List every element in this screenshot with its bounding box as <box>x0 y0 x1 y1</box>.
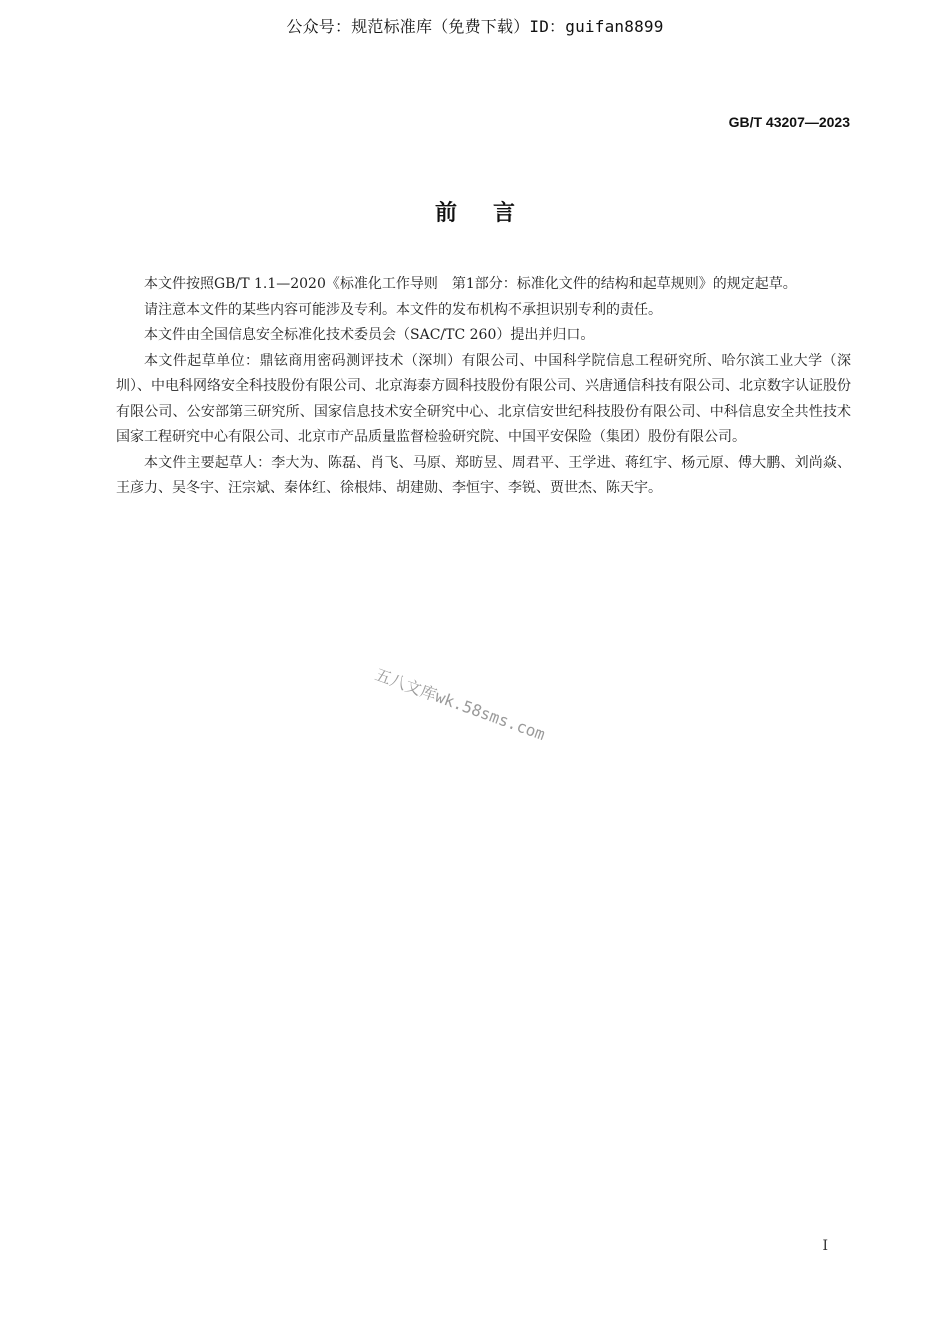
paragraph-patent-notice: 请注意本文件的某些内容可能涉及专利。本文件的发布机构不承担识别专利的责任。 <box>144 301 662 318</box>
paragraph-drafters: 本文件主要起草人：李大为、陈磊、肖飞、马原、郑昉昱、周君平、王学进、蒋红宇、杨元原、傅大鹏、刘尚焱、王彦力、吴冬宇、汪宗斌、秦体红、徐根炜、胡建勋、李恒宇、李锐、贾世杰、陈天宇。 <box>116 454 851 496</box>
diagonal-watermark: 五八文库wk.58sms.com <box>372 664 548 745</box>
paragraph-drafting-rules: 本文件按照GB/T 1.1—2020《标准化工作导则 第1部分：标准化文件的结构和起草规则》的规定起草。 <box>144 276 797 292</box>
paragraph-proposer: 本文件由全国信息安全标准化技术委员会（SAC/TC 260）提出并归口。 <box>144 327 595 343</box>
standard-code: GB/T 43207—2023 <box>728 114 850 130</box>
foreword-body <box>116 272 851 502</box>
page-number: I <box>822 1238 828 1254</box>
page-title: 前言 <box>434 201 551 226</box>
paragraph-drafting-units: 本文件起草单位：鼎铉商用密码测评技术（深圳）有限公司、中国科学院信息工程研究所、哈尔滨工业大学（深圳）、中电科网络安全科技股份有限公司、北京海泰方圆科技股份有限公司、兴唐通信科技有限公司、北京数字认证股份有限公司、公安部第三研究所、国家信息技术安全研究中心、北京信安世纪科技股份有限公司、中科信息安全共性技术国家工程研究中心有限公司、北京市产品质量监督检验研究院、中国平安保险（集团）股份有限公司。 <box>116 352 851 445</box>
header-watermark: 公众号：规范标准库（免费下载）ID：guifan8899 <box>286 17 664 36</box>
